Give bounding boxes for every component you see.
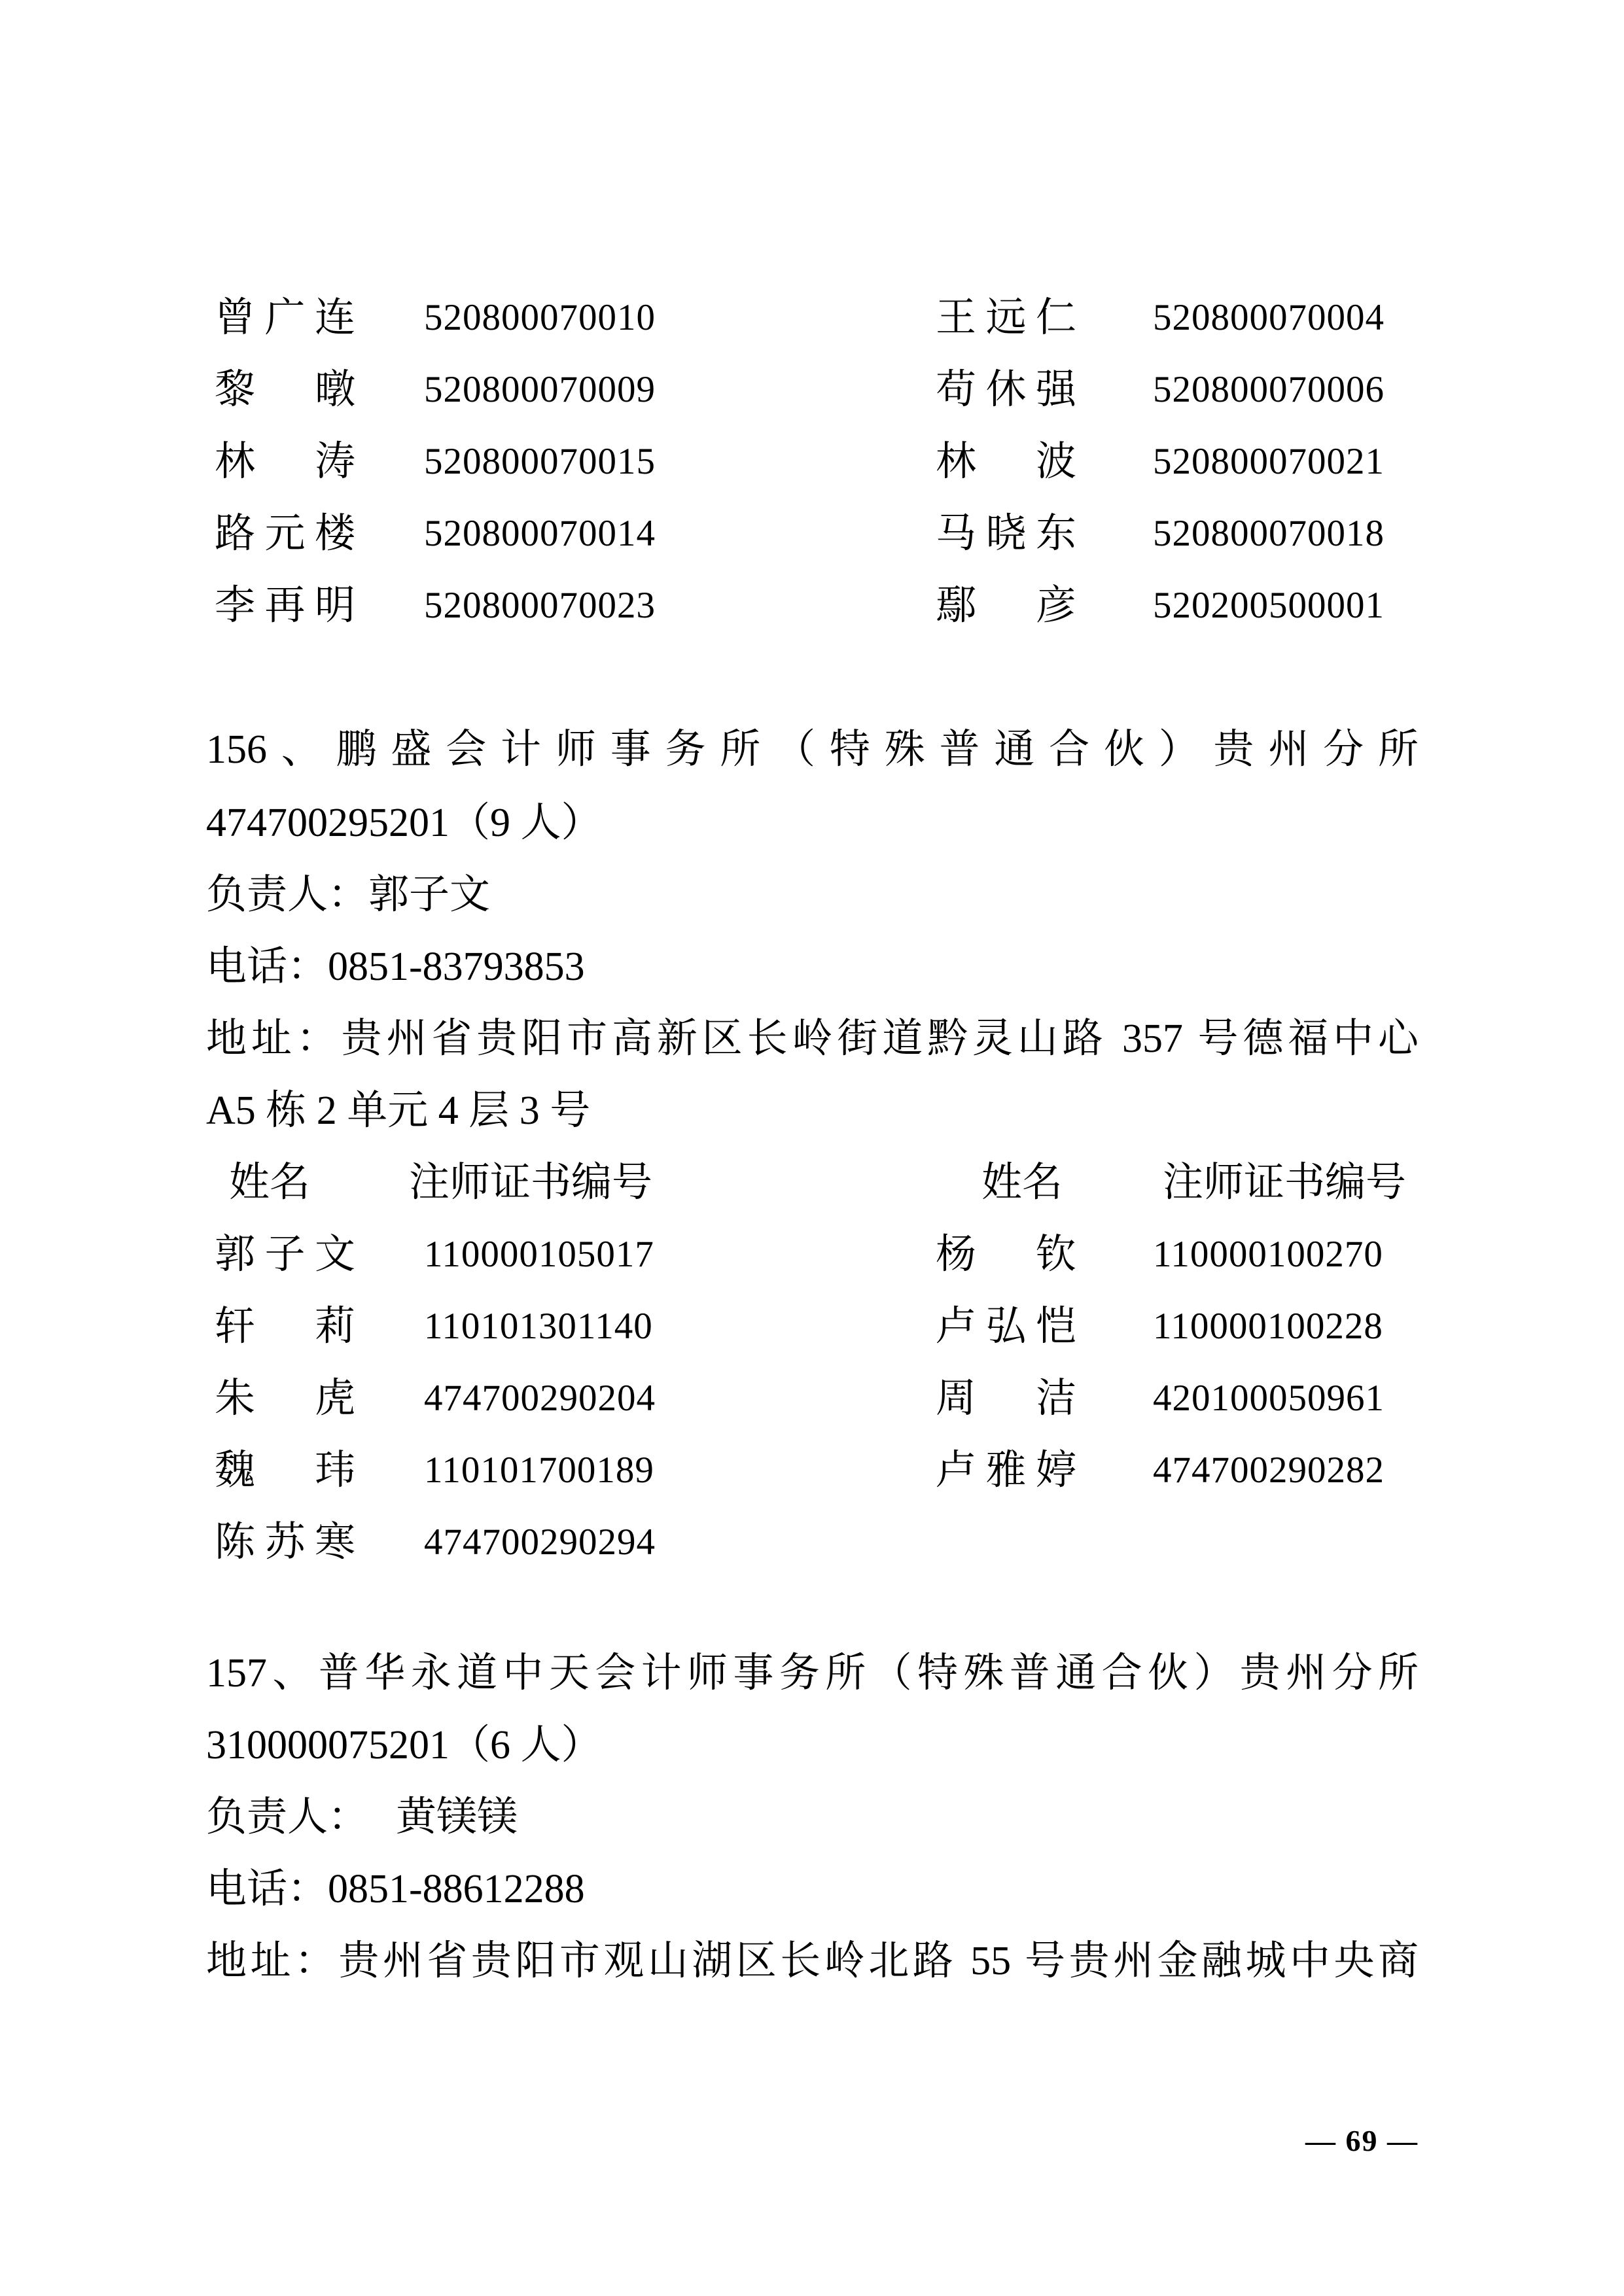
column-header-name: 姓名 <box>981 1160 1063 1205</box>
phone-line <box>206 1853 1419 1925</box>
table-row <box>0 1219 1624 1291</box>
phone-line <box>206 931 1419 1003</box>
table-row <box>0 1291 1624 1363</box>
table-row <box>0 1435 1624 1506</box>
address-line-2: A5 栋 2 单元 4 层 3 号 <box>206 1088 591 1133</box>
certificate-number: 110101700189 <box>424 1450 654 1491</box>
person-name: 路元楼 <box>215 512 355 556</box>
certificate-number: 474700290204 <box>424 1378 656 1419</box>
manager-name: 郭子文 <box>368 873 491 917</box>
registration-line: 310000075201（6 人） <box>206 1723 602 1767</box>
table-row <box>0 1363 1624 1435</box>
manager-name: 黄镁镁 <box>396 1795 518 1839</box>
certificate-number: 474700290282 <box>1153 1450 1385 1491</box>
certificate-number: 110000100228 <box>1153 1306 1383 1347</box>
table-row <box>0 354 1624 426</box>
person-name: 黎暾 <box>215 368 355 412</box>
address-line-1 <box>206 1925 1419 1997</box>
person-name: 苟休强 <box>936 368 1076 412</box>
manager-line <box>206 859 1419 931</box>
person-name: 林波 <box>936 440 1076 484</box>
certificate-number: 110101301140 <box>424 1306 653 1347</box>
column-header-name: 姓名 <box>229 1160 311 1205</box>
certificate-number: 520800070006 <box>1153 369 1385 410</box>
table-row <box>0 1506 1624 1578</box>
address-text: 贵州省贵阳市高新区长岭街道黔灵山路 357 号德福中心 <box>341 1017 1419 1061</box>
person-name: 曾广连 <box>215 296 355 340</box>
phone-number: 0851-83793853 <box>328 945 585 989</box>
address-label: 地址： <box>206 1017 342 1061</box>
manager-label: 负责人： <box>206 1795 369 1839</box>
person-name: 马晓东 <box>936 512 1076 556</box>
certificate-number: 520800070010 <box>424 297 656 338</box>
table-row <box>0 498 1624 570</box>
person-name: 李再明 <box>215 583 355 628</box>
address-text: 贵州省贵阳市观山湖区长岭北路 55 号贵州金融城中央商 <box>338 1939 1419 1983</box>
certificate-number: 520800070015 <box>424 441 656 482</box>
person-name: 卢弘恺 <box>936 1304 1076 1349</box>
certificate-number: 520800070018 <box>1153 513 1385 554</box>
phone-number: 0851-88612288 <box>328 1867 585 1911</box>
address-line-1 <box>206 1003 1419 1075</box>
page-number: — 69 — <box>1305 2124 1419 2157</box>
certificate-number: 520800070009 <box>424 369 656 410</box>
section-title: 156、鹏盛会计师事务所（特殊普通合伙）贵州分所 <box>206 727 1419 772</box>
table-row <box>0 282 1624 354</box>
section-title: 157、普华永道中天会计师事务所（特殊普通合伙）贵州分所 <box>206 1651 1419 1696</box>
certificate-number: 520800070021 <box>1153 441 1385 482</box>
address-label: 地址： <box>206 1939 339 1983</box>
person-name: 郭子文 <box>215 1232 355 1277</box>
person-name: 杨钦 <box>936 1232 1076 1277</box>
person-name: 陈苏寒 <box>215 1520 355 1565</box>
phone-label: 电话： <box>206 945 328 989</box>
certificate-number: 110000105017 <box>424 1234 654 1275</box>
manager-line <box>206 1781 1419 1853</box>
certificate-number: 520800070014 <box>424 513 656 554</box>
phone-label: 电话： <box>206 1867 328 1911</box>
certificate-number: 520800070004 <box>1153 297 1385 338</box>
certificate-number: 110000100270 <box>1153 1234 1383 1275</box>
person-name: 魏玮 <box>215 1448 355 1493</box>
person-name: 朱虎 <box>215 1376 355 1421</box>
person-name: 卢雅婷 <box>936 1448 1076 1493</box>
person-name: 轩莉 <box>215 1304 355 1349</box>
column-header-certificate-no: 注师证书编号 <box>409 1160 653 1205</box>
table-header-row <box>0 1147 1624 1219</box>
certificate-number: 520200500001 <box>1153 585 1385 626</box>
person-name: 鄢彦 <box>936 583 1076 628</box>
certificate-number: 420100050961 <box>1153 1378 1385 1419</box>
person-name: 林涛 <box>215 440 355 484</box>
registration-line: 474700295201（9 人） <box>206 801 602 845</box>
certificate-number: 520800070023 <box>424 585 656 626</box>
certificate-number: 474700290294 <box>424 1522 656 1563</box>
person-name: 周洁 <box>936 1376 1076 1421</box>
table-row <box>0 426 1624 498</box>
manager-label: 负责人： <box>206 873 369 917</box>
person-name: 王远仁 <box>936 296 1076 340</box>
table-row <box>0 570 1624 642</box>
column-header-certificate-no: 注师证书编号 <box>1163 1160 1407 1205</box>
